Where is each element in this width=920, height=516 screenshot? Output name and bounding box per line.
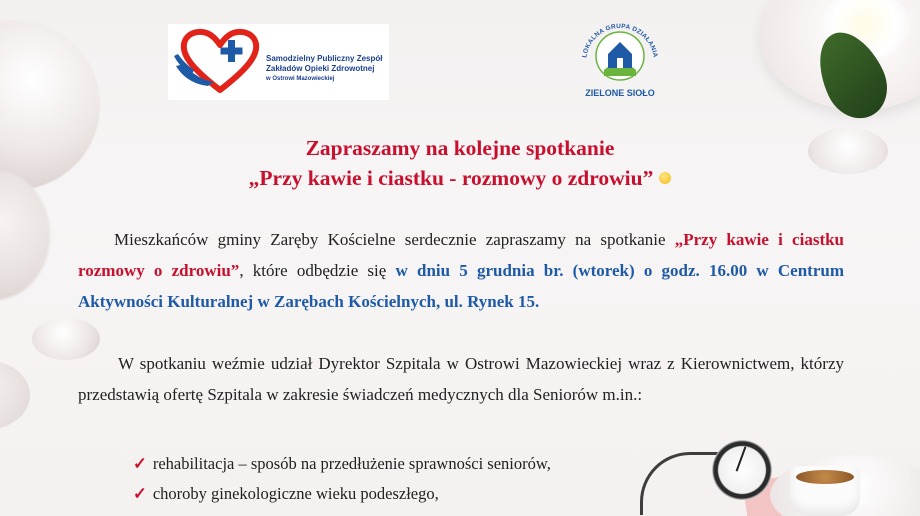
lgd-zielone-siolo-logo: [574, 10, 666, 102]
participants-paragraph: W spotkaniu weźmie udział Dyrektor Szpitala w Ostrowi Mazowieckiej wraz z Kierownictwem, którzy przedstawią ofertę Szpitala w zakresie świadczeń medycznych dla Seniorów m.in.:: [78, 354, 844, 404]
event-title-text: „Przy kawie i ciastku - rozmowy o zdrowiu”: [248, 166, 654, 190]
event-name-text: „Przy kawie i ciastku rozmowy o zdrowiu”: [78, 230, 845, 280]
checkmark-icon: ✓: [133, 454, 147, 473]
invitation-title: Zapraszamy na kolejne spotkanie: [305, 136, 615, 160]
lgd-bottom-text: ZIELONE SIOŁO: [585, 88, 655, 98]
lgd-arc-text: LOKALNA GRUPA DZIAŁANIA: [581, 22, 659, 59]
smiley-icon: [659, 172, 671, 184]
list-item: [133, 451, 551, 477]
list-item-text: choroby ginekologiczne wieku podeszłego,: [152, 484, 439, 503]
blood-pressure-gauge-icon: [712, 440, 772, 500]
checkmark-icon: ✓: [133, 484, 147, 503]
hospital-logo-text: [266, 54, 388, 84]
herbal-ball-decoration-3: [0, 360, 30, 430]
list-item: [133, 481, 439, 507]
date-place-text: w dniu 5 grudnia br. (wtorek) o godz. 16.00 w Centrum Aktywności Kulturalnej w Zarębach Kościelnych, ul. Rynek 15.: [78, 261, 844, 311]
invitation-paragraph: [78, 224, 844, 317]
invitation-intro-text: Mieszkańców gminy Zaręby Kościelne serdecznie zapraszamy na spotkanie: [114, 230, 675, 249]
hospital-logo-line-3: w Ostrowi Mazowieckiej: [266, 76, 335, 82]
coffee-surface: [796, 470, 854, 484]
hospital-logo-line-2: Zakładów Opieki Zdrowotnej: [266, 64, 375, 73]
heart-hands-icon: [174, 26, 266, 98]
herbal-ball-decoration: [0, 20, 100, 190]
hospital-logo: [168, 24, 389, 100]
list-item-text: rehabilitacja – sposób na przedłużenie sprawności seniorów,: [152, 454, 551, 473]
hospital-logo-line-1: Samodzielny Publiczny Zespół: [266, 54, 383, 63]
event-title: [0, 166, 920, 191]
invitation-connector-text: , które odbędzie się: [239, 261, 396, 280]
